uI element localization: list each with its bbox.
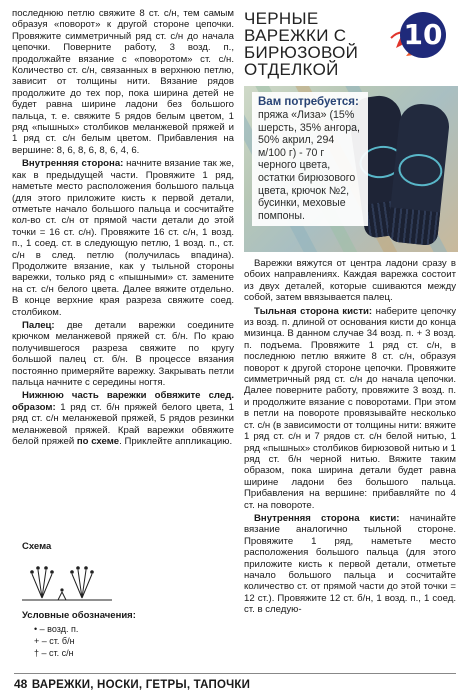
scheme-reference: по схеме [76,436,120,448]
paragraph-palm-side [244,513,456,616]
inner-side-text: начните вязание так же, как в предыдущей части. Провяжите 1 ряд, наметьте место расположения большого пальца (для этого приложите кисть к первой детали, отметьте начало большого пальца и сосчитайте кол-во ст. с/н от прямой части детали до этой точки = 16 ст. с/н). Провяжите 16 ст. с/н, 1 возд. п., 1 соед. ст. в следующую петлю, 1 возд. п., ст. с/н в след. петлю (получилась впадина). Продолжите вязание, как у тыльной стороны варежки, только ряд с «пышными» ст. замените на ст. с/н белого цвета. Далее вяжите отдельно. В конце верхние края разреза свяжите соед. столбиком. [12,158,234,318]
thumb-heading: Палец: [22,319,55,331]
inner-side-heading: Внутренняя сторона: [22,158,124,170]
back-side-heading: Тыльная сторона кисти: [254,305,373,317]
article-number-badge: 10 [400,12,446,58]
palm-side-text: начинайте вязание аналогично тыльной стороне. Провяжите 1 ряд, наметьте место расположения большого пальца (для этого приложите кисть к первой детали, отметьте начало большого пальца и сосчитайте количество ст. от прямой части до этой точки = 12 ст.). Провяжите 12 ст. б/н, 1 возд. п., 1 соед. ст. в следую- [244,512,456,616]
left-column [12,8,234,449]
legend-title: Условные обозначения: [22,610,136,621]
materials-heading: Вам потребуется: [258,96,359,108]
thumb-text: две детали варежки соедините крючком меланжевой пряжей ст. б/н. По краю получившегося разреза свяжите по кругу большой палец ст. б/н. В процессе вязания постоянно примеряйте варежку. Закрывать петли пальца начните с середины ногтя. [12,319,235,388]
palm-side-heading: Внутренняя сторона кисти: [254,512,400,524]
legend-item-sc: + – ст. б/н [34,636,75,646]
page-number: 48 [14,677,28,691]
materials-text: пряжа «Лиза» (15% шерсть, 35% ангора, 50% акрил, 294 м/100 г) - 70 г черного цвета, остатки бирюзового цвета, крючок №2, бусинки, меховые помпоны. [258,109,360,222]
paragraph-thumb [12,320,234,388]
bottom-edge-tail: . Приклейте аппликацию. [119,436,233,448]
footer-divider [14,673,456,674]
article-title-block [244,10,466,90]
paragraph-back-side [244,306,456,511]
fan-stitch-left [32,570,52,598]
scheme-title: Схема [22,541,52,552]
page-footer [14,675,464,693]
right-column [244,258,456,618]
legend-item-dc: † – ст. с/н [34,648,74,658]
paragraph-inner-side [12,158,234,318]
crochet-scheme [22,541,222,615]
scheme-diagram [22,552,142,610]
paragraph-intro: Варежки вяжутся от центра ладони сразу в обоих направлениях. Каждая варежка состоит из двух деталей, которые сшиваются между собой, затем ввязывается палец. [244,258,456,304]
bottom-edge-text: 1 ряд ст. б/н пряжей белого цвета, 1 ряд ст. с/н меланжевой пряжей, 5 рядов резинки меланжевой пряжей. Край варежки обвяжите белой пряжей [12,401,234,448]
legend-item-chain: • – возд. п. [34,624,79,634]
paragraph-continuation: последнюю петлю свяжите 8 ст. с/н, тем самым образуя «поворот» к другой стороне цепочки. Провяжите симметричный ряд ст. с/н до начала цепочки. Поверните работу, 3 возд. п., продолжайте вязание с «поворотом» ст. с/н. Количество ст. с/н, связанных в верхнюю петлю, зависит от толщины нити. Вязание рядов продолжите до тех пор, пока ширина детей не будет равна ширине ладони без большого пальца, т. е. свяжите 5 рядов белым цветом, 1 ряд «пышных» столбиков меланжевой пряжей и 1 ряд ст. с/н белым цветом. Прибавления на вершине: 8, 6, 8, 6, 8, 6, 4, 6. [12,8,234,156]
materials-box [252,92,368,226]
section-title: ВАРЕЖКИ, НОСКИ, ГЕТРЫ, ТАПОЧКИ [31,679,251,691]
paragraph-bottom-edge [12,390,234,447]
bottom-edge-heading: Нижнюю часть варежки обвяжите след. образом: [12,390,234,413]
article-title: ЧЕРНЫЕ ВАРЕЖКИ С БИРЮЗОВОЙ ОТДЕЛКОЙ [244,9,359,79]
back-side-text: наберите цепочку из возд. п. длиной от основания кисти до конца мизинца. В данном случае 34 возд. п. + 3 возд. п. подъема. Провяжите 1 ряд ст. с/н, в последнюю петлю вяжите 8 ст. с/н, образуя поворот к другой стороне цепочки. Провяжите симметричный ряд ст. с/н до начала цепочки. Далее поверните работу, провяжите 3 возд. п. и продолжите вязание с поворотами. При этом в петли на повороте провязывайте несколько ст. с/н (в зависимости от толщины нити: вяжите 1 ряд ст. с/н и 7 рядов ст. с/н белой нитью, 1 ряд «пышных» столбиков бирюзовой нитью и 1 ряд ст. б/н черной нитью. Вяжите таким образом, пока ширина детали будет равна ширине ладони без большого пальца. Прибавления на вершине: прибавляйте по 4 ст. на повороте. [244,305,457,511]
fan-stitch-right [72,570,92,598]
